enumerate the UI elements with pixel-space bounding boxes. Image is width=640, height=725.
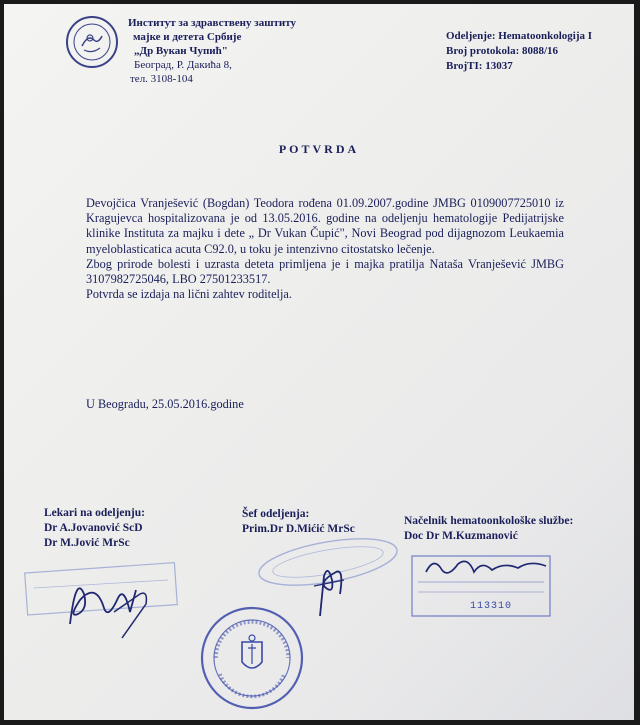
body-paragraph-3: Potvrda se izdaja na lični zahtev roditelja. [86,287,292,302]
institute-logo [66,16,118,68]
body-paragraph-1: Devojčica Vranješević (Bogdan) Teodora rođena 01.09.2007.godine JMBG 0109007725010 iz Kragujevca hospitalizovana je od 13.05.2016. godine na odeljenju hematologije Pedijatrijske klinike Instituta za majku i dete „ Dr Vukan Čupić", Novi Beograd pod dijagnozom Leukaemia myeloblasticatica acuta C92.0, u toku je intenzivno citostatsko lečenje. [86,196,564,256]
institute-header [128,16,296,86]
document-meta [446,29,592,74]
doctors-stamp-signature [18,554,188,644]
institute-line-2: мајке и детета Србије [133,31,242,43]
institution-seal [198,604,306,712]
ti-number: BrojTI: 13037 [446,60,513,72]
signature-block-doctors [44,506,145,551]
chief-stamp-number: 113310 [470,601,513,612]
doctor-name-1: Dr A.Jovanović ScD [44,522,143,534]
institute-phone: тел. 3108-104 [130,73,193,85]
institute-address: Београд, Р. Дакића 8, [134,59,232,71]
document-sheet [4,4,634,720]
department-label: Odeljenje: Hematoonkologija I [446,30,593,42]
doctors-heading: Lekari na odeljenju: [44,507,145,519]
signature-block-chief [404,514,573,544]
issue-date: U Beogradu, 25.05.2016.godine [86,397,244,411]
head-name: Prim.Dr D.Mićić MrSc [242,523,355,535]
body-paragraph-2: Zbog prirode bolesti i uzrasta deteta primljena je i majka pratilja Nataša Vranješević JMBG 3107982725046, LBO 27501233517. [86,256,564,287]
institute-line-1: Институт за здравствену заштиту [128,17,296,29]
doctor-name-2: Dr M.Jović MrSc [44,537,130,549]
chief-name: Doc Dr M.Kuzmanović [404,530,518,542]
document-title: POTVRDA [278,142,360,156]
protocol-number: Broj protokola: 8088/16 [446,45,559,57]
document-body [86,196,564,302]
head-heading: Šef odeljenja: [242,508,310,520]
chief-heading: Načelnik hematoonkološke službe: [404,515,574,527]
institute-emblem-icon [68,18,116,66]
institute-line-3: „Др Вукан Чупић" [134,45,228,57]
